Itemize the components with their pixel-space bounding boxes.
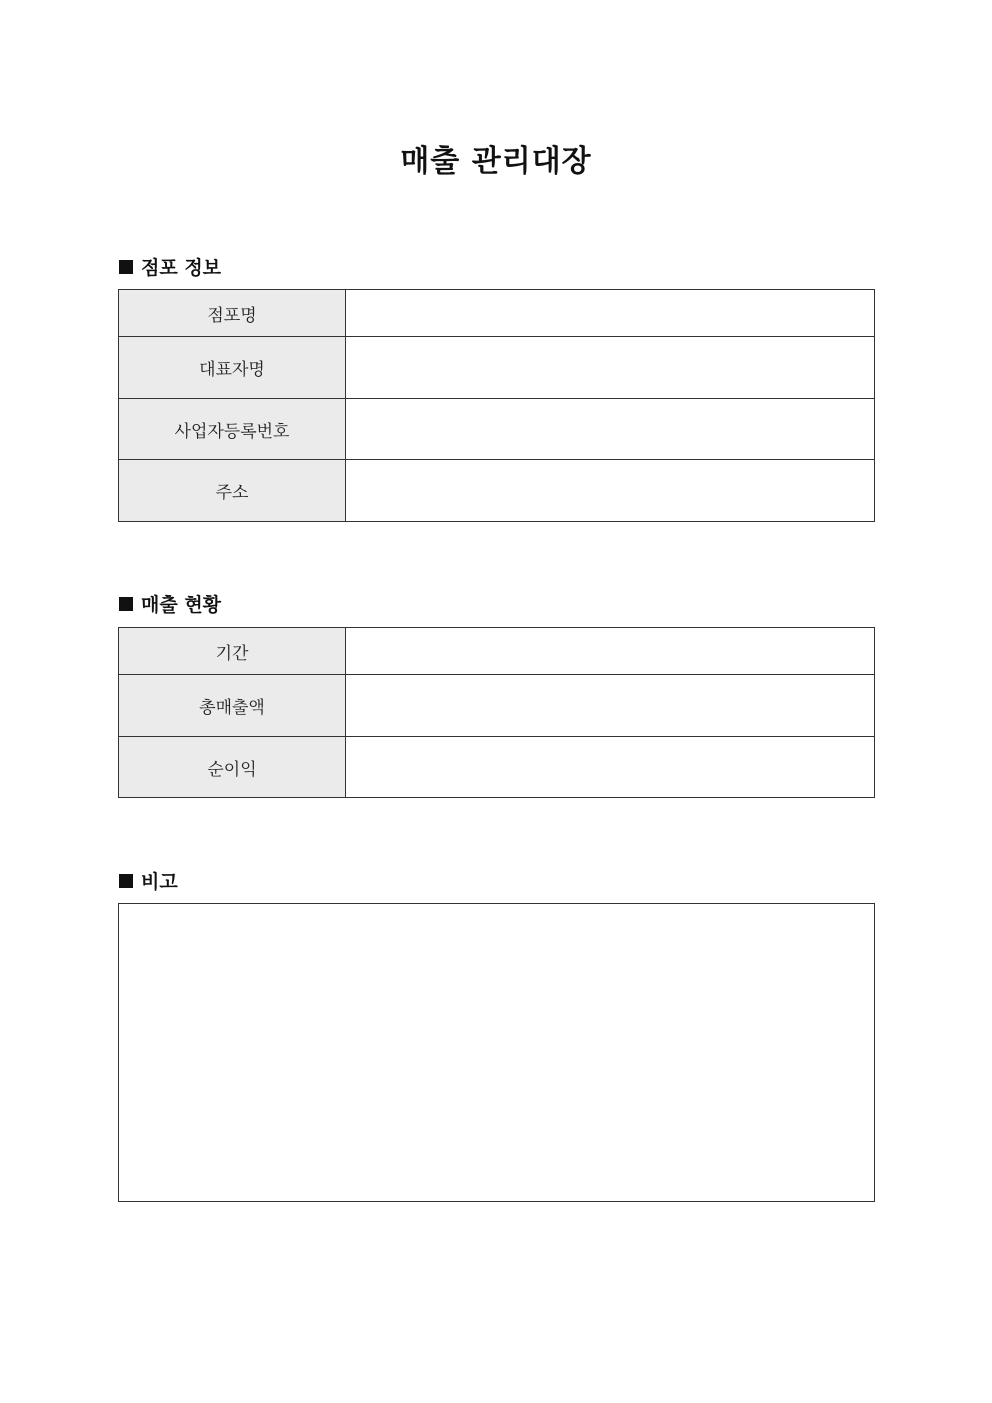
- table-row: [119, 737, 875, 798]
- square-bullet-icon: [119, 597, 133, 611]
- store-info-table: [118, 289, 875, 522]
- remarks-field[interactable]: [118, 903, 875, 1202]
- total-sales-label: 총매출액: [119, 675, 346, 737]
- representative-name-field[interactable]: [346, 337, 875, 399]
- net-profit-field[interactable]: [346, 737, 875, 798]
- period-field[interactable]: [346, 628, 875, 675]
- store-name-label: 점포명: [119, 290, 346, 337]
- table-row: [119, 290, 875, 337]
- remarks-heading: [119, 867, 178, 894]
- table-row: [119, 337, 875, 399]
- period-label: 기간: [119, 628, 346, 675]
- address-field[interactable]: [346, 460, 875, 522]
- net-profit-label: 순이익: [119, 737, 346, 798]
- store-info-heading-text: 점포 정보: [141, 257, 222, 279]
- representative-name-label: 대표자명: [119, 337, 346, 399]
- total-sales-field[interactable]: [346, 675, 875, 737]
- store-name-field[interactable]: [346, 290, 875, 337]
- sales-status-heading: [119, 590, 221, 617]
- sales-status-heading-text: 매출 현황: [141, 594, 222, 616]
- square-bullet-icon: [119, 874, 133, 888]
- table-row: [119, 675, 875, 737]
- page-title: 매출 관리대장: [400, 144, 592, 179]
- address-label: 주소: [119, 460, 346, 522]
- business-registration-number-label: 사업자등록번호: [119, 399, 346, 460]
- sales-status-table: [118, 627, 875, 798]
- table-row: [119, 399, 875, 460]
- business-registration-number-field[interactable]: [346, 399, 875, 460]
- table-row: [119, 628, 875, 675]
- store-info-heading: [119, 253, 221, 280]
- square-bullet-icon: [119, 260, 133, 274]
- remarks-heading-text: 비고: [141, 871, 178, 893]
- table-row: [119, 460, 875, 522]
